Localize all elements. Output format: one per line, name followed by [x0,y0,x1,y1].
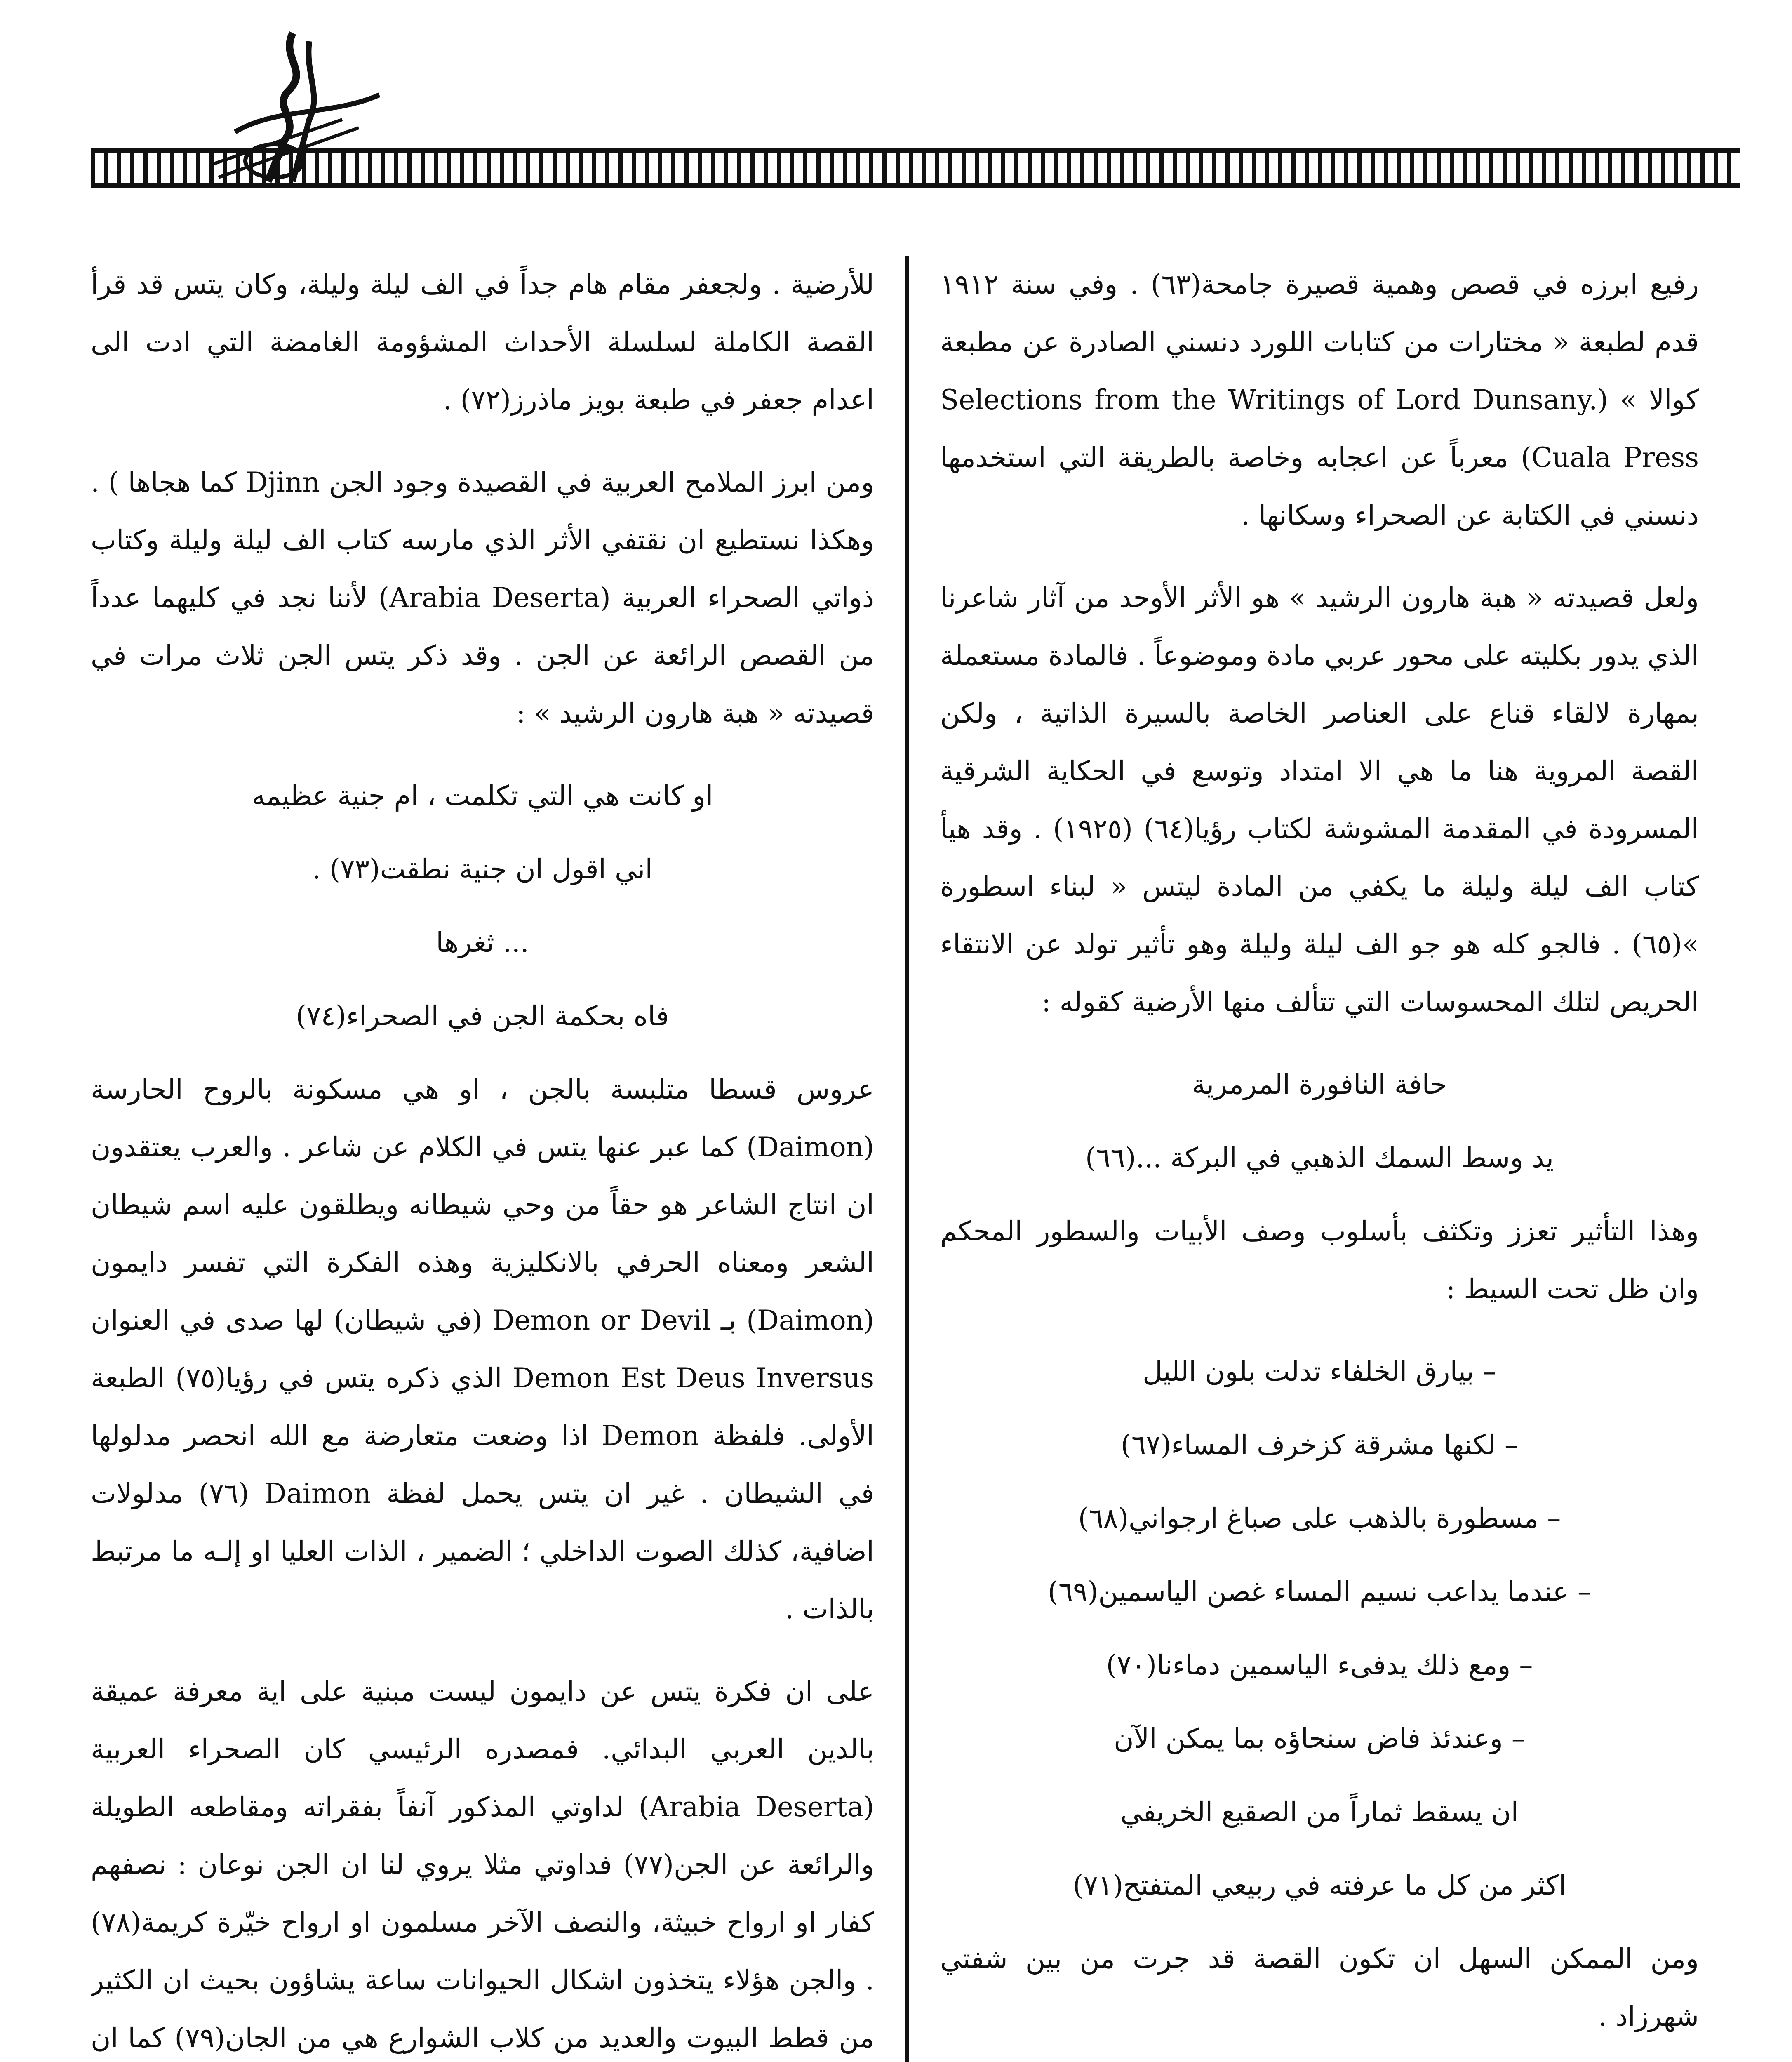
verse-line: ان يسقط ثماراً من الصقيع الخريفي [1120,1796,1519,1828]
right-column [940,256,1699,2062]
paragraph: رفيع ابرزه في قصص وهمية قصيرة جامحة(٦٣) . وفي سنة ١٩١٢ قدم لطبعة « مختارات من كتابات اللورد دنسني الصادرة عن مطبعة كوالا » (Selections from the Writings of Lord Dunsany. Cuala Press) معرباً عن اعجابه وخاصة بالطريقة التي استخدمها دنسني في الكتابة عن الصحراء وسكانها . [940,268,1699,531]
verse-line: فاه بحكمة الجن في الصحراء(٧٤) [296,1000,669,1032]
paragraph: ومن ابرز الملامح العربية في القصيدة وجود الجن Djinn كما هجاها ) . وهكذا نستطيع ان نقتفي الأثر الذي مارسه كتاب الف ليلة وليلة وكتاب ذواتي الصحراء العربية (Arabia Deserta) لأننا نجد في كليهما عدداً من القصص الرائعة عن الجن . وقد ذكر يتس الجن ثلاث مرات في قصيدته « هبة هارون الرشيد » : [91,466,874,729]
verse-line: – عندما يداعب نسيم المساء غصن الياسمين(٦٩) [940,1563,1699,1621]
verse-line: اني اقول ان جنية نطقت(٧٣) . [312,853,653,885]
verse-line: – لكنها مشرقة كزخرف المساء(٦٧) [940,1416,1699,1474]
paragraph: وهذا التأثير تعزز وتكثف بأسلوب وصف الأبيات والسطور المحكم وان ظل تحت السيط : [940,1215,1699,1305]
page-header [91,25,1740,198]
paragraph: للأرضية . ولجعفر مقام هام جداً في الف ليلة وليلة، وكان يتس قد قرأ القصة الكاملة لسلسلة الأحداث المشؤومة الغامضة التي ادت الى اعدام جعفر في طبعة بويز ماذرز(٧٢) . [91,268,874,416]
verse-line: – بيارق الخلفاء تدلت بلون الليل [940,1343,1699,1401]
column-divider [905,256,909,2062]
calligraphy-logo-icon [186,25,416,198]
paragraph: على ان فكرة يتس عن دايمون ليست مبنية على اية معرفة عميقة بالدين العربي البدائي. فمصدره الرئيسي كان الصحراء العربية (Arabia Deserta) لداوتي المذكور آنفاً بفقراته ومقاطعه الطويلة والرائعة عن الجن(٧٧) فداوتي مثلا يروي لنا ان الجن نوعان : نصفهم كفار او ارواح خبيثة، والنصف الآخر مسلمون او ارواح خيّرة كريمة(٧٨) . والجن هؤلاء يتخذون اشكال الحيوانات ساعة يشاؤون بحيث ان الكثير من قطط البيوت والعديد من كلاب الشوارع هي من الجان(٧٩) كما ان [91,1676,874,2054]
left-column [91,256,874,2062]
verse-line: ... ثغرها [436,927,529,958]
paragraph: ومن الممكن السهل ان تكون القصة قد جرت من بين شفتي شهرزاد . [940,1943,1699,2032]
verse-line: – وعندئذ فاض سنحاؤه بما يمكن الآن [940,1710,1699,1768]
verse-line: حافة النافورة المرمرية [1192,1069,1447,1100]
verse-line: اكثر من كل ما عرفته في ربيعي المتفتح(٧١) [1072,1869,1566,1901]
verse-line: – ومع ذلك يدفىء الياسمين دماءنا(٧٠) [940,1636,1699,1694]
paragraph: عروس قسطا متلبسة بالجن ، او هي مسكونة بالروح الحارسة (Daimon) كما عبر عنها يتس في الكلام عن شاعر . والعرب يعتقدون ان انتاج الشاعر هو حقاً من وحي شيطانه ويطلقون عليه اسم شيطان الشعر ومعناه الحرفي بالانكليزية وهذه الفكرة التي تفسر دايمون (Daimon) بـ Demon or Devil (في شيطان) لها صدى في العنوان Demon Est Deus Inversus الذي ذكره يتس في رؤيا(٧٥) الطبعة الأولى. فلفظة Demon اذا وضعت متعارضة مع الله انحصر مدلولها في الشيطان . غير ان يتس يحمل لفظة Daimon (٧٦) مدلولات اضافية، كذلك الصوت الداخلي ؛ الضمير ، الذات العليا او إلـه ما مرتبط بالذات . [91,1073,874,1625]
paragraph: ولعل قصيدته « هبة هارون الرشيد » هو الأثر الأوحد من آثار شاعرنا الذي يدور بكليته على محور عربي مادة وموضوعاً . فالمادة مستعملة بمهارة لالقاء قناع على العناصر الخاصة بالسيرة الذاتية ، ولكن القصة المروية هنا ما هي الا امتداد وتوسع في الحكاية الشرقية المسرودة في المقدمة المشوشة لكتاب رؤيا(٦٤) (١٩٢٥) . وقد هيأ كتاب الف ليلة وليلة ما يكفي من المادة ليتس « لبناء اسطورة »(٦٥) . فالجو كله هو جو الف ليلة وليلة وهو تأثير تولد عن الانتقاء الحريص لتلك المحسوسات التي تتألف منها الأرضية كقوله : [940,582,1699,1018]
verse-line: او كانت هي التي تكلمت ، ام جنية عظيمه [252,780,713,812]
verse-line: يد وسط السمك الذهبي في البركة ...(٦٦) [1085,1142,1554,1174]
verse-line: – مسطورة بالذهب على صباغ ارجواني(٦٨) [940,1490,1699,1547]
